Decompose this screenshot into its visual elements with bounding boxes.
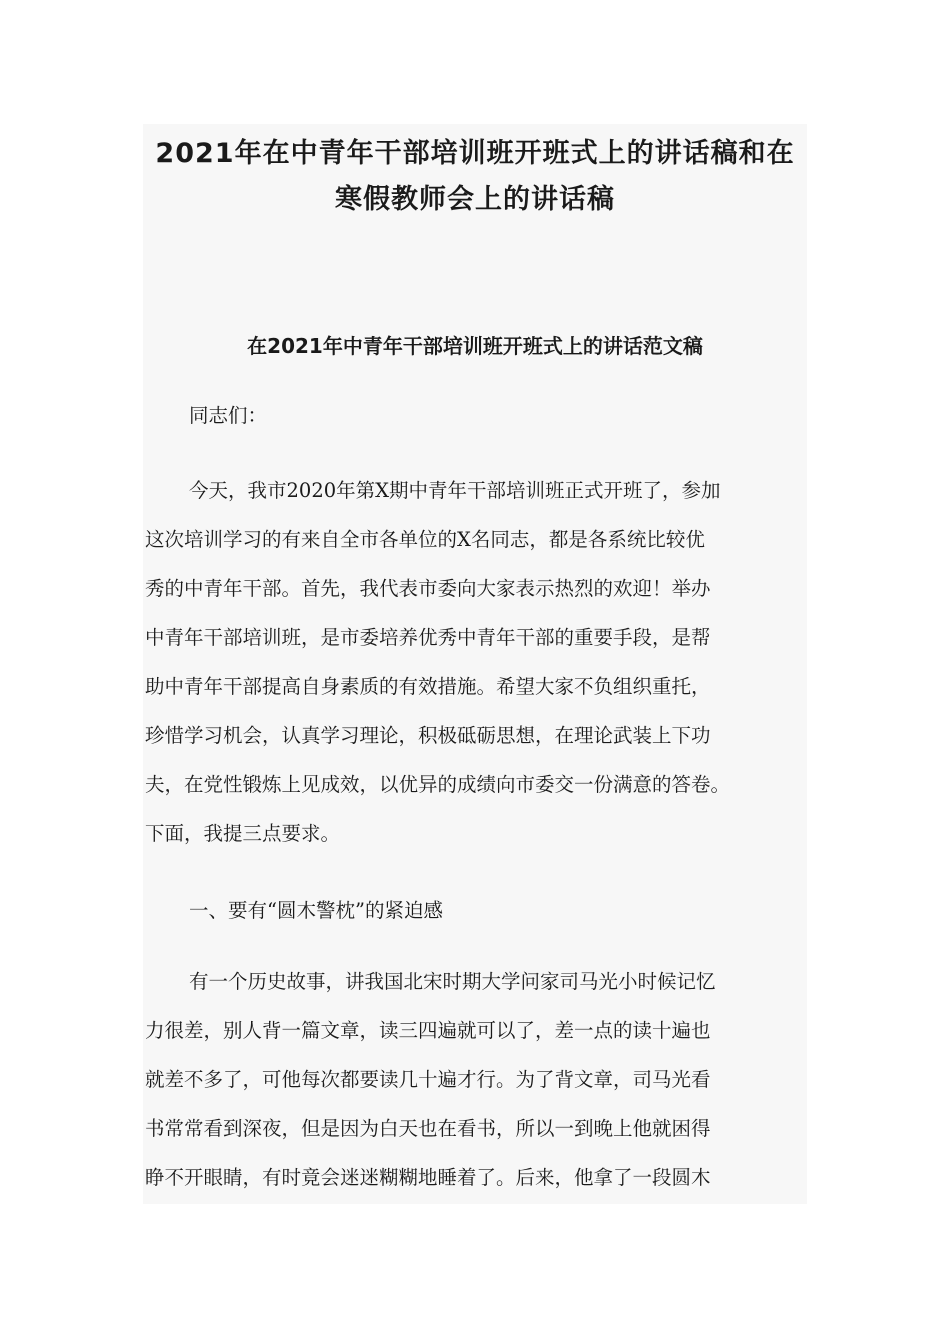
- paragraph-line: 珍惜学习机会，认真学习理论，积极砥砺思想，在理论武装上下功: [145, 724, 711, 747]
- paragraph-line: 就差不多了，可他每次都要读几十遍才行。为了背文章，司马光看: [145, 1068, 711, 1091]
- paragraph-opening: [145, 466, 809, 858]
- paragraph-line: 中青年干部培训班，是市委培养优秀中青年干部的重要手段，是帮: [145, 626, 711, 649]
- paragraph-line: 助中青年干部提高自身素质的有效措施。希望大家不负组织重托，: [145, 675, 711, 698]
- heading-one: [145, 886, 809, 935]
- salutation-text: 同志们：: [189, 404, 268, 427]
- paragraph-line: 下面，我提三点要求。: [145, 822, 341, 845]
- paragraph-line: 书常常看到深夜，但是因为白天也在看书，所以一到晚上他就困得: [145, 1117, 711, 1140]
- title-line: 寒假教师会上的讲话稿: [335, 184, 615, 215]
- document-title: [143, 131, 807, 223]
- title-line: 2021年在中青年干部培训班开班式上的讲话稿和在: [155, 138, 795, 169]
- salutation: [145, 391, 809, 440]
- paragraph-line: 睁不开眼睛，有时竟会迷迷糊糊地睡着了。后来，他拿了一段圆木: [145, 1166, 711, 1189]
- paragraph-line: 这次培训学习的有来自全市各单位的X名同志，都是各系统比较优: [145, 528, 705, 551]
- heading-one-text: 一、要有“圆木警枕”的紧迫感: [189, 899, 443, 922]
- paragraph-story: [145, 957, 809, 1202]
- paragraph-line: 今天，我市2020年第X期中青年干部培训班正式开班了，参加: [189, 479, 721, 502]
- paragraph-line: 秀的中青年干部。首先，我代表市委向大家表示热烈的欢迎！举办: [145, 577, 711, 600]
- section-title: 在2021年中青年干部培训班开班式上的讲话范文稿: [247, 334, 703, 358]
- paragraph-line: 力很差，别人背一篇文章，读三四遍就可以了，差一点的读十遍也: [145, 1019, 711, 1042]
- paragraph-line: 夫，在党性锻炼上见成效，以优异的成绩向市委交一份满意的答卷。: [145, 773, 731, 796]
- paragraph-line: 有一个历史故事，讲我国北宋时期大学问家司马光小时候记忆: [189, 970, 716, 993]
